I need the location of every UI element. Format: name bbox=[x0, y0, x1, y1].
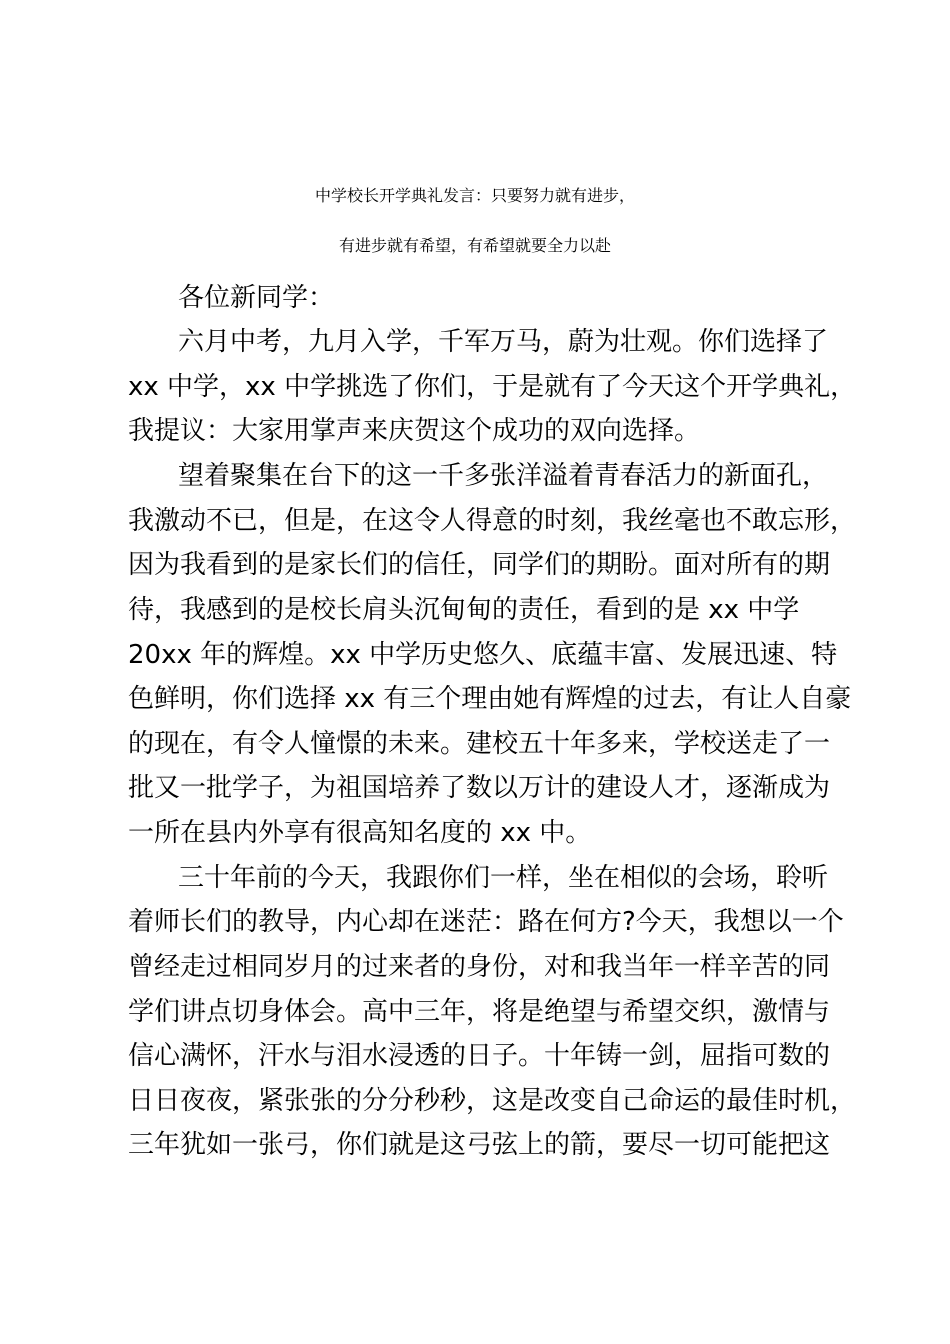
document-title-line-1: 中学校长开学典礼发言：只要努力就有进步， bbox=[314, 186, 635, 205]
document-title-line-2: 有进步就有希望，有希望就要全力以赴 bbox=[338, 236, 611, 255]
paragraph-2-line-5: 20xx 年的辉煌。xx 中学历史悠久、底蕴丰富、发展迅速、特 bbox=[128, 640, 838, 670]
paragraph-3-line-5: 信心满怀，汗水与泪水浸透的日子。十年铸一剑，屈指可数的 bbox=[128, 1041, 831, 1071]
paragraph-3-line-3: 曾经走过相同岁月的过来者的身份，对和我当年一样辛苦的同 bbox=[128, 952, 831, 982]
salutation: 各位新同学： bbox=[178, 283, 335, 313]
paragraph-1-line-3: 我提议：大家用掌声来庆贺这个成功的双向选择。 bbox=[128, 416, 701, 446]
paragraph-2-line-2: 我激动不已，但是，在这令人得意的时刻，我丝毫也不敢忘形， bbox=[128, 506, 857, 536]
paragraph-3-line-6: 日日夜夜，紧张张的分分秒秒，这是改变自己命运的最佳时机， bbox=[128, 1086, 857, 1116]
paragraph-2-line-8: 批又一批学子，为祖国培养了数以万计的建设人才，逐渐成为 bbox=[128, 773, 831, 803]
paragraph-3-line-4: 学们讲点切身体会。高中三年，将是绝望与希望交织，激情与 bbox=[128, 997, 831, 1027]
paragraph-3-line-2: 着师长们的教导，内心却在迷茫：路在何方?今天，我想以一个 bbox=[128, 907, 844, 937]
paragraph-3-line-1: 三十年前的今天，我跟你们一样，坐在相似的会场，聆听 bbox=[178, 863, 829, 893]
paragraph-2-line-7: 的现在，有令人憧憬的未来。建校五十年多来，学校送走了一 bbox=[128, 729, 831, 759]
paragraph-2-line-9: 一所在县内外享有很高知名度的 xx 中。 bbox=[128, 818, 592, 848]
paragraph-1-line-1: 六月中考，九月入学，千军万马，蔚为壮观。你们选择了 bbox=[178, 327, 829, 357]
paragraph-2-line-6: 色鲜明，你们选择 xx 有三个理由她有辉煌的过去，有让人自豪 bbox=[128, 684, 852, 714]
paragraph-2-line-4: 待，我感到的是校长肩头沉甸甸的责任，看到的是 xx 中学 bbox=[128, 595, 800, 625]
paragraph-3-line-7: 三年犹如一张弓，你们就是这弓弦上的箭，要尽一切可能把这 bbox=[128, 1130, 831, 1160]
paragraph-2-line-3: 因为我看到的是家长们的信任，同学们的期盼。面对所有的期 bbox=[128, 550, 831, 580]
paragraph-1-line-2: xx 中学，xx 中学挑选了你们，于是就有了今天这个开学典礼， bbox=[128, 372, 857, 402]
paragraph-2-line-1: 望着聚集在台下的这一千多张洋溢着青春活力的新面孔， bbox=[178, 461, 829, 491]
